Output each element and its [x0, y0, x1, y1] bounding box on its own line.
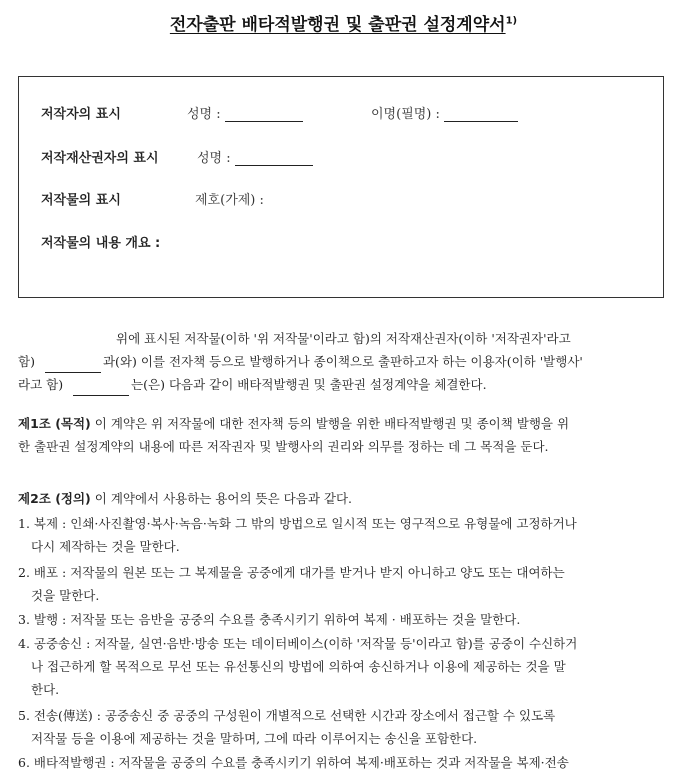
author-alias-label: 이명(필명) : [371, 107, 440, 122]
article-1-heading: 제1조 (목적) [18, 416, 91, 431]
article-2-heading-line [18, 487, 666, 510]
definition-item-6-line-1: 6. 배타적발행권 : 저작물을 공중의 수요를 충족시키기 위하여 복제·배포하는 것과 저작물을 복제·전송 [18, 755, 569, 770]
definition-item-4 [18, 632, 666, 701]
definition-item-4-line-3: 한다. [31, 682, 60, 697]
rights-holder-label: 저작재산권자의 표시 [41, 151, 159, 166]
definition-item-6 [18, 751, 666, 774]
definition-item-1-line-1: 1. 복제 : 인쇄·사진촬영·복사·녹음·녹화 그 밖의 방법으로 일시적 또는 영구적으로 유형물에 고정하거나 [18, 516, 577, 531]
author-alias-blank[interactable] [444, 107, 518, 122]
document-title [0, 10, 687, 35]
party-name-blank-2[interactable] [73, 381, 129, 396]
work-content-label: 저작물의 내용 개요 : [41, 236, 161, 251]
definition-item-4-line-1: 4. 공중송신 : 저작물, 실연·음반·방송 또는 데이터베이스(이하 '저작물 등'이라고 함)를 공중이 수신하거 [18, 636, 578, 651]
author-label: 저작자의 표시 [41, 107, 121, 122]
preamble-line-1: 위에 표시된 저작물(이하 '위 저작물'이라고 함)의 저작재산권자(이하 '저작권자'라고 [116, 331, 571, 346]
definition-item-4-line-2: 나 접근하게 할 목적으로 무선 또는 유선통신의 방법에 의하여 송신하거나 이용에 제공하는 것을 말 [31, 659, 566, 674]
preamble-line-2-rest: 과(와) 이를 전자책 등으로 발행하거나 종이책으로 출판하고자 하는 이용자(이하 '발행사' [102, 354, 583, 369]
definition-item-5 [18, 704, 666, 750]
preamble-line-3-start: 라고 함) [18, 377, 64, 392]
definition-item-2-line-2: 것을 말한다. [31, 588, 100, 603]
preamble [18, 327, 666, 396]
article-1-line-1 [18, 412, 666, 435]
author-name-label: 성명 : [187, 107, 221, 122]
article-2-intro-line [18, 487, 666, 510]
rights-holder-name-blank[interactable] [235, 151, 313, 166]
author-name-field[interactable] [187, 103, 303, 122]
definition-item-3-line-1: 3. 발행 : 저작물 또는 음반을 공중의 수요를 충족시키기 위하여 복제 · 배포하는 것을 말한다. [18, 612, 521, 627]
work-title-label: 제호(가제) : [195, 193, 264, 208]
article-1 [18, 412, 666, 458]
rights-holder-name-field[interactable] [197, 147, 313, 166]
title-footnote-marker: 1) [505, 15, 518, 27]
article-2-intro: 이 계약에서 사용하는 용어의 뜻은 다음과 같다. [94, 491, 353, 506]
contract-info-box [18, 76, 664, 298]
document-title-text: 전자출판 배타적발행권 및 출판권 설정계약서 [169, 15, 506, 35]
preamble-line-3 [18, 373, 666, 396]
definition-item-3 [18, 608, 666, 631]
definition-item-5-line-1: 5. 전송(傳送) : 공중송신 중 공중의 구성원이 개별적으로 선택한 시간과 장소에서 접근할 수 있도록 [18, 708, 556, 723]
work-label: 저작물의 표시 [41, 193, 121, 208]
author-name-blank[interactable] [225, 107, 303, 122]
definition-item-5-line-2: 저작물 등을 이용에 제공하는 것을 말하며, 그에 따라 이루어지는 송신을 포함한다. [31, 731, 478, 746]
preamble-line-2 [18, 350, 666, 373]
preamble-line-3-rest: 는(은) 다음과 같이 배타적발행권 및 출판권 설정계약을 체결한다. [131, 377, 487, 392]
party-name-blank-1[interactable] [45, 358, 101, 373]
definition-item-2 [18, 561, 666, 607]
work-title-field[interactable] [195, 189, 264, 208]
definition-item-1-line-2: 다시 제작하는 것을 말한다. [31, 539, 180, 554]
author-alias-field[interactable] [371, 103, 518, 122]
definition-item-2-line-1: 2. 배포 : 저작물의 원본 또는 그 복제물을 공중에게 대가를 받거나 받지 아니하고 양도 또는 대여하는 [18, 565, 565, 580]
article-2-heading: 제2조 (정의) [18, 491, 91, 506]
article-1-line-2: 한 출판권 설정계약의 내용에 따른 저작권자 및 발행사의 권리와 의무를 정하는 데 그 목적을 둔다. [18, 439, 549, 454]
preamble-line-2-start: 함) [18, 354, 35, 369]
article-1-text-1: 이 계약은 위 저작물에 대한 전자책 등의 발행을 위한 배타적발행권 및 종이책 발행을 위 [94, 416, 570, 431]
definition-item-1 [18, 512, 666, 558]
rights-holder-name-label: 성명 : [197, 151, 231, 166]
